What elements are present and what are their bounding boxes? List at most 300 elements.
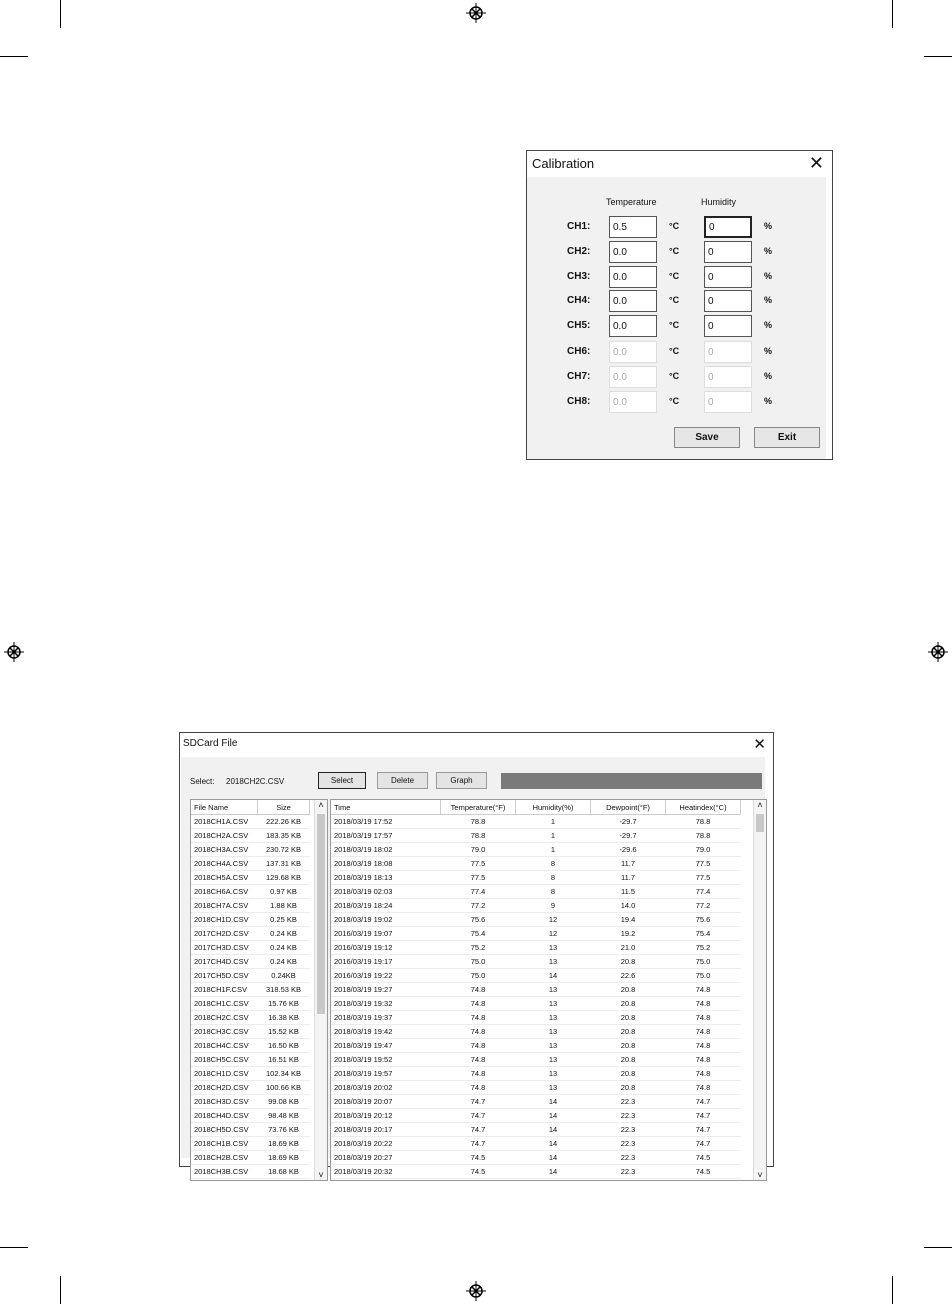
close-icon[interactable]: ✕ [753, 736, 766, 753]
dewpoint-cell: 21.0 [591, 941, 666, 955]
heatindex-cell: 74.7 [666, 1095, 741, 1109]
scroll-thumb[interactable] [756, 814, 764, 832]
temperature-cell: 74.7 [441, 1137, 516, 1151]
humidity-cell: 13 [516, 1025, 591, 1039]
humidity-cell: 13 [516, 1053, 591, 1067]
time-cell: 2018/03/19 20:27 [331, 1151, 441, 1165]
temperature-cell: 75.6 [441, 913, 516, 927]
file-size-cell: 102.34 KB [258, 1067, 310, 1081]
file-size-cell: 15.52 KB [258, 1025, 310, 1039]
ch5-humidity-input[interactable] [704, 315, 752, 337]
time-cell: 2018/03/19 19:57 [331, 1067, 441, 1081]
time-cell: 2018/03/19 20:12 [331, 1109, 441, 1123]
heatindex-cell: 74.5 [666, 1151, 741, 1165]
humidity-cell: 8 [516, 871, 591, 885]
file-size-cell: 16.51 KB [258, 1053, 310, 1067]
data-row[interactable] [331, 941, 741, 955]
file-size-cell: 16.38 KB [258, 1011, 310, 1025]
temperature-cell: 75.0 [441, 955, 516, 969]
dewpoint-cell: 19.2 [591, 927, 666, 941]
temperature-cell: 78.8 [441, 815, 516, 829]
file-name-cell: 2018CH3A.CSV [191, 843, 258, 857]
data-row[interactable] [331, 1025, 741, 1039]
data-row[interactable] [331, 913, 741, 927]
time-cell: 2018/03/19 18:13 [331, 871, 441, 885]
scroll-thumb[interactable] [317, 814, 325, 1014]
file-size-cell: 318.53 KB [258, 983, 310, 997]
data-row[interactable] [331, 1081, 741, 1095]
file-name-cell: 2018CH2D.CSV [191, 1081, 258, 1095]
file-name-cell: 2018CH4D.CSV [191, 1109, 258, 1123]
file-list-scrollbar[interactable] [314, 800, 327, 1180]
data-row[interactable] [331, 871, 741, 885]
temperature-cell: 74.8 [441, 1053, 516, 1067]
humidity-cell: 13 [516, 983, 591, 997]
column-header-time[interactable]: Time [331, 800, 441, 815]
file-row[interactable] [191, 1109, 310, 1123]
registration-mark-icon [466, 1281, 486, 1301]
time-cell: 2018/03/19 18:08 [331, 857, 441, 871]
sdcard-title: SDCard File [183, 738, 238, 749]
column-header-humidity[interactable]: Humidity(%) [516, 800, 591, 815]
time-cell: 2018/03/19 19:02 [331, 913, 441, 927]
file-size-cell: 18.68 KB [258, 1165, 310, 1179]
celsius-unit: °C [669, 221, 680, 231]
data-row[interactable] [331, 1109, 741, 1123]
temperature-cell: 75.2 [441, 941, 516, 955]
temperature-cell: 74.5 [441, 1151, 516, 1165]
time-cell: 2016/03/19 19:22 [331, 969, 441, 983]
sdcard-dialog [179, 732, 774, 1180]
data-row[interactable] [331, 955, 741, 969]
dewpoint-cell: 22.3 [591, 1109, 666, 1123]
data-list[interactable] [330, 799, 767, 1181]
file-row[interactable] [191, 1165, 310, 1179]
time-cell: 2018/03/19 18:24 [331, 899, 441, 913]
file-list-table [191, 800, 310, 1179]
calibration-title: Calibration [532, 156, 595, 171]
file-name-cell: 2018CH1D.CSV [191, 913, 258, 927]
dewpoint-cell: 20.8 [591, 1011, 666, 1025]
temperature-cell: 74.5 [441, 1165, 516, 1179]
temperature-cell: 74.7 [441, 1095, 516, 1109]
data-row[interactable] [331, 1095, 741, 1109]
heatindex-cell: 78.8 [666, 829, 741, 843]
file-name-cell: 2018CH1C.CSV [191, 997, 258, 1011]
humidity-cell: 14 [516, 969, 591, 983]
time-cell: 2018/03/19 19:42 [331, 1025, 441, 1039]
dewpoint-cell: 19.4 [591, 913, 666, 927]
heatindex-cell: 77.5 [666, 857, 741, 871]
dewpoint-cell: 22.3 [591, 1095, 666, 1109]
crop-mark [0, 56, 28, 57]
data-row[interactable] [331, 1067, 741, 1081]
celsius-unit: °C [669, 320, 680, 330]
humidity-cell: 9 [516, 899, 591, 913]
ch1-temperature-input[interactable] [609, 216, 657, 238]
file-row[interactable] [191, 1039, 310, 1053]
file-size-cell: 0.25 KB [258, 913, 310, 927]
file-name-cell: 2018CH1A.CSV [191, 815, 258, 829]
file-name-cell: 2018CH2B.CSV [191, 1151, 258, 1165]
exit-button[interactable]: Exit [754, 427, 820, 448]
file-name-cell: 2018CH1B.CSV [191, 1137, 258, 1151]
data-list-table [331, 800, 741, 1179]
dewpoint-cell: 22.6 [591, 969, 666, 983]
dewpoint-cell: 20.8 [591, 997, 666, 1011]
crop-mark [892, 0, 893, 28]
humidity-cell: 13 [516, 1039, 591, 1053]
data-row[interactable] [331, 843, 741, 857]
heatindex-cell: 74.8 [666, 1053, 741, 1067]
file-list[interactable] [190, 799, 328, 1181]
data-row[interactable] [331, 899, 741, 913]
file-row[interactable] [191, 1011, 310, 1025]
humidity-cell: 13 [516, 997, 591, 1011]
dewpoint-cell: 14.0 [591, 899, 666, 913]
humidity-cell: 14 [516, 1109, 591, 1123]
file-name-cell: 2018CH2A.CSV [191, 829, 258, 843]
heatindex-cell: 75.0 [666, 969, 741, 983]
data-row[interactable] [331, 969, 741, 983]
channel-row-ch1 [527, 216, 827, 238]
ch4-temperature-input[interactable] [609, 290, 657, 312]
channel-label: CH6: [567, 346, 591, 357]
file-row[interactable] [191, 857, 310, 871]
heatindex-cell: 75.4 [666, 927, 741, 941]
time-cell: 2018/03/19 19:37 [331, 1011, 441, 1025]
file-row[interactable] [191, 815, 310, 829]
selected-file-name: 2018CH2C.CSV [226, 777, 285, 786]
humidity-cell: 13 [516, 1067, 591, 1081]
temperature-cell: 78.8 [441, 829, 516, 843]
data-row[interactable] [331, 1039, 741, 1053]
ch3-humidity-input[interactable] [704, 266, 752, 288]
channel-row-ch4 [527, 290, 827, 312]
file-name-cell: 2018CH3C.CSV [191, 1025, 258, 1039]
file-size-cell: 129.68 KB [258, 871, 310, 885]
ch3-temperature-input[interactable] [609, 266, 657, 288]
heatindex-cell: 77.4 [666, 885, 741, 899]
channel-label: CH3: [567, 271, 591, 282]
file-size-cell: 137.31 KB [258, 857, 310, 871]
heatindex-cell: 75.0 [666, 955, 741, 969]
time-cell: 2018/03/19 20:22 [331, 1137, 441, 1151]
save-button[interactable]: Save [674, 427, 740, 448]
ch2-humidity-input[interactable] [704, 241, 752, 263]
scroll-down-icon[interactable]: ˅ [757, 1170, 763, 1180]
time-cell: 2018/03/19 20:32 [331, 1165, 441, 1179]
temperature-cell: 77.4 [441, 885, 516, 899]
temperature-cell: 77.5 [441, 857, 516, 871]
column-header-temperature[interactable]: Temperature(°F) [441, 800, 516, 815]
humidity-cell: 13 [516, 1081, 591, 1095]
temperature-cell: 74.8 [441, 1067, 516, 1081]
file-list-body [191, 815, 310, 1179]
column-header-size[interactable]: Size [258, 800, 310, 815]
data-row[interactable] [331, 829, 741, 843]
dewpoint-cell: 20.8 [591, 1053, 666, 1067]
humidity-cell: 1 [516, 829, 591, 843]
registration-mark-icon [928, 642, 948, 662]
file-size-cell: 0.24KB [258, 969, 310, 983]
data-row[interactable] [331, 927, 741, 941]
file-name-cell: 2017CH3D.CSV [191, 941, 258, 955]
file-name-cell: 2017CH2D.CSV [191, 927, 258, 941]
file-row[interactable] [191, 1137, 310, 1151]
file-name-cell: 2018CH2C.CSV [191, 1011, 258, 1025]
channel-row-ch3 [527, 266, 827, 288]
heatindex-cell: 74.8 [666, 1011, 741, 1025]
file-name-cell: 2018CH5A.CSV [191, 871, 258, 885]
channel-label: CH1: [567, 221, 591, 232]
humidity-cell: 8 [516, 857, 591, 871]
data-list-scrollbar[interactable] [753, 800, 766, 1180]
file-size-cell: 0.24 KB [258, 927, 310, 941]
dewpoint-cell: 11.7 [591, 857, 666, 871]
time-cell: 2018/03/19 19:32 [331, 997, 441, 1011]
percent-unit: % [764, 246, 773, 256]
heatindex-cell: 74.8 [666, 1039, 741, 1053]
heatindex-cell: 74.8 [666, 1067, 741, 1081]
file-row[interactable] [191, 1081, 310, 1095]
data-row[interactable] [331, 815, 741, 829]
ch5-temperature-input[interactable] [609, 315, 657, 337]
temperature-cell: 74.8 [441, 1025, 516, 1039]
humidity-cell: 14 [516, 1095, 591, 1109]
time-cell: 2018/03/19 19:47 [331, 1039, 441, 1053]
file-name-cell: 2018CH5D.CSV [191, 1123, 258, 1137]
file-size-cell: 99.08 KB [258, 1095, 310, 1109]
channel-label: CH7: [567, 371, 591, 382]
channel-row-ch7 [527, 366, 827, 388]
data-row[interactable] [331, 1151, 741, 1165]
crop-mark [60, 0, 61, 28]
data-row[interactable] [331, 885, 741, 899]
dewpoint-cell: 22.3 [591, 1123, 666, 1137]
celsius-unit: °C [669, 295, 680, 305]
scroll-down-icon[interactable]: ˅ [318, 1170, 324, 1180]
temperature-column-header: Temperature [606, 197, 657, 207]
calibration-titlebar [527, 151, 832, 177]
file-row[interactable] [191, 1151, 310, 1165]
file-size-cell: 0.24 KB [258, 941, 310, 955]
file-name-cell: 2018CH3B.CSV [191, 1165, 258, 1179]
time-cell: 2018/03/19 20:17 [331, 1123, 441, 1137]
heatindex-cell: 74.8 [666, 983, 741, 997]
channel-label: CH5: [567, 320, 591, 331]
heatindex-cell: 74.7 [666, 1137, 741, 1151]
file-size-cell: 183.35 KB [258, 829, 310, 843]
file-row[interactable] [191, 1025, 310, 1039]
file-row[interactable] [191, 969, 310, 983]
percent-unit: % [764, 320, 773, 330]
file-name-cell: 2018CH7A.CSV [191, 899, 258, 913]
file-row[interactable] [191, 899, 310, 913]
calibration-body [527, 177, 826, 459]
temperature-cell: 77.5 [441, 871, 516, 885]
dewpoint-cell: 20.8 [591, 1025, 666, 1039]
file-size-cell: 16.50 KB [258, 1039, 310, 1053]
ch4-humidity-input[interactable] [704, 290, 752, 312]
sdcard-body [181, 757, 765, 1180]
file-row[interactable] [191, 843, 310, 857]
crop-mark [0, 1247, 28, 1248]
humidity-cell: 13 [516, 941, 591, 955]
progress-bar [501, 773, 762, 789]
scroll-up-icon[interactable]: ˄ [757, 800, 763, 810]
data-list-header-row [331, 800, 741, 815]
sdcard-titlebar [180, 733, 773, 755]
file-row[interactable] [191, 885, 310, 899]
scroll-up-icon[interactable]: ˄ [318, 800, 324, 810]
data-row[interactable] [331, 1053, 741, 1067]
dewpoint-cell: 20.8 [591, 1039, 666, 1053]
celsius-unit: °C [669, 346, 680, 356]
file-row[interactable] [191, 1123, 310, 1137]
heatindex-cell: 74.7 [666, 1109, 741, 1123]
dewpoint-cell: -29.6 [591, 843, 666, 857]
temperature-cell: 74.8 [441, 1011, 516, 1025]
file-row[interactable] [191, 955, 310, 969]
dewpoint-cell: 20.8 [591, 1081, 666, 1095]
percent-unit: % [764, 295, 773, 305]
dewpoint-cell: 22.3 [591, 1151, 666, 1165]
temperature-cell: 74.8 [441, 1039, 516, 1053]
calibration-dialog [526, 150, 833, 460]
channel-label: CH4: [567, 295, 591, 306]
dewpoint-cell: 20.8 [591, 983, 666, 997]
dewpoint-cell: 11.7 [591, 871, 666, 885]
heatindex-cell: 74.8 [666, 1025, 741, 1039]
ch6-temperature-input [609, 341, 657, 363]
graph-button[interactable]: Graph [436, 772, 487, 789]
humidity-cell: 12 [516, 927, 591, 941]
time-cell: 2018/03/19 02:03 [331, 885, 441, 899]
dewpoint-cell: 22.3 [591, 1165, 666, 1179]
heatindex-cell: 74.7 [666, 1123, 741, 1137]
humidity-cell: 8 [516, 885, 591, 899]
channel-row-ch6 [527, 341, 827, 363]
temperature-cell: 74.8 [441, 997, 516, 1011]
ch8-temperature-input [609, 391, 657, 413]
file-size-cell: 18.69 KB [258, 1137, 310, 1151]
registration-mark-icon [4, 642, 24, 662]
channel-row-ch5 [527, 315, 827, 337]
time-cell: 2016/03/19 19:17 [331, 955, 441, 969]
data-row[interactable] [331, 1165, 741, 1179]
dewpoint-cell: -29.7 [591, 815, 666, 829]
file-name-cell: 2018CH4A.CSV [191, 857, 258, 871]
heatindex-cell: 78.8 [666, 815, 741, 829]
file-row[interactable] [191, 1067, 310, 1081]
celsius-unit: °C [669, 396, 680, 406]
celsius-unit: °C [669, 271, 680, 281]
celsius-unit: °C [669, 246, 680, 256]
heatindex-cell: 77.5 [666, 871, 741, 885]
humidity-column-header: Humidity [701, 197, 737, 207]
channel-label: CH8: [567, 396, 591, 407]
dewpoint-cell: 11.5 [591, 885, 666, 899]
file-row[interactable] [191, 913, 310, 927]
data-row[interactable] [331, 1123, 741, 1137]
humidity-cell: 1 [516, 815, 591, 829]
delete-button[interactable]: Delete [377, 772, 428, 789]
temperature-cell: 74.7 [441, 1123, 516, 1137]
temperature-cell: 74.7 [441, 1109, 516, 1123]
ch2-temperature-input[interactable] [609, 241, 657, 263]
file-row[interactable] [191, 927, 310, 941]
time-cell: 2018/03/19 17:52 [331, 815, 441, 829]
channel-row-ch8 [527, 391, 827, 413]
temperature-cell: 74.8 [441, 983, 516, 997]
file-row[interactable] [191, 871, 310, 885]
file-name-cell: 2017CH5D.CSV [191, 969, 258, 983]
close-icon[interactable]: ✕ [808, 153, 824, 173]
dewpoint-cell: 22.3 [591, 1137, 666, 1151]
file-name-cell: 2018CH6A.CSV [191, 885, 258, 899]
time-cell: 2018/03/19 17:57 [331, 829, 441, 843]
column-header-dewpoint[interactable]: Dewpoint(°F) [591, 800, 666, 815]
file-row[interactable] [191, 941, 310, 955]
file-size-cell: 100.66 KB [258, 1081, 310, 1095]
percent-unit: % [764, 271, 773, 281]
file-row[interactable] [191, 829, 310, 843]
file-size-cell: 230.72 KB [258, 843, 310, 857]
temperature-cell: 74.8 [441, 1081, 516, 1095]
data-row[interactable] [331, 983, 741, 997]
file-row[interactable] [191, 997, 310, 1011]
column-header-heatindex[interactable]: Heatindex(°C) [666, 800, 741, 815]
file-name-cell: 2018CH4C.CSV [191, 1039, 258, 1053]
heatindex-cell: 74.8 [666, 997, 741, 1011]
humidity-cell: 14 [516, 1151, 591, 1165]
ch1-humidity-input[interactable] [704, 216, 752, 238]
crop-mark [892, 1276, 893, 1304]
registration-mark-icon [466, 3, 486, 23]
heatindex-cell: 79.0 [666, 843, 741, 857]
data-row[interactable] [331, 1011, 741, 1025]
temperature-cell: 75.0 [441, 969, 516, 983]
dewpoint-cell: -29.7 [591, 829, 666, 843]
heatindex-cell: 75.6 [666, 913, 741, 927]
data-row[interactable] [331, 1137, 741, 1151]
humidity-cell: 14 [516, 1123, 591, 1137]
file-size-cell: 0.97 KB [258, 885, 310, 899]
file-row[interactable] [191, 983, 310, 997]
ch8-humidity-input [704, 391, 752, 413]
data-row[interactable] [331, 997, 741, 1011]
humidity-cell: 13 [516, 1011, 591, 1025]
column-header-file-name[interactable]: File Name [191, 800, 258, 815]
file-size-cell: 0.24 KB [258, 955, 310, 969]
time-cell: 2018/03/19 19:52 [331, 1053, 441, 1067]
file-row[interactable] [191, 1095, 310, 1109]
file-size-cell: 98.48 KB [258, 1109, 310, 1123]
file-row[interactable] [191, 1053, 310, 1067]
file-size-cell: 18.69 KB [258, 1151, 310, 1165]
crop-mark [60, 1276, 61, 1304]
data-row[interactable] [331, 857, 741, 871]
percent-unit: % [764, 396, 773, 406]
time-cell: 2016/03/19 19:12 [331, 941, 441, 955]
heatindex-cell: 74.8 [666, 1081, 741, 1095]
celsius-unit: °C [669, 371, 680, 381]
humidity-cell: 14 [516, 1137, 591, 1151]
channel-row-ch2 [527, 241, 827, 263]
select-button[interactable]: Select [318, 772, 366, 789]
time-cell: 2018/03/19 18:02 [331, 843, 441, 857]
